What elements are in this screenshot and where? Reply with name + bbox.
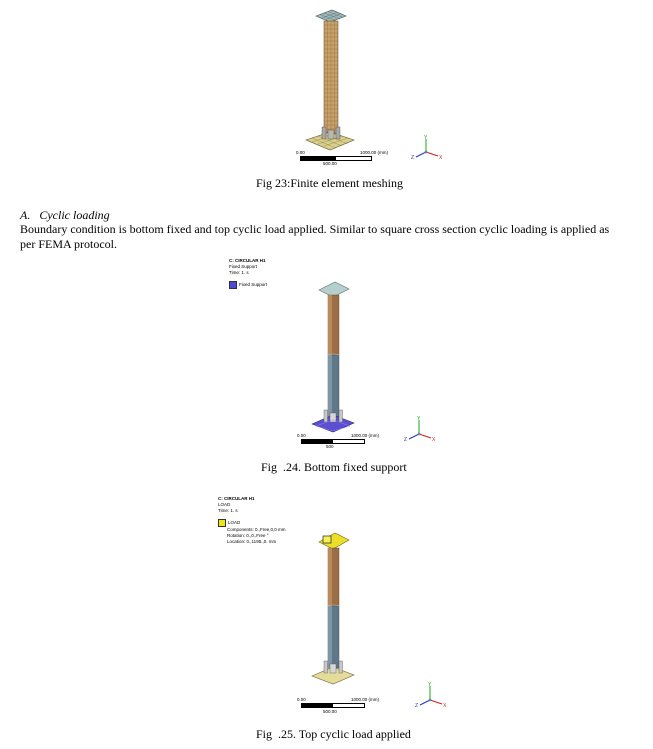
fig24-info xyxy=(229,258,267,289)
fig24-axis-y: Y xyxy=(417,416,421,422)
fig25-legend xyxy=(218,519,286,527)
fig24-info-time: Time: 1. s xyxy=(229,270,249,275)
fig24-info-type: Fixed Support xyxy=(229,264,258,269)
fig25-column-model xyxy=(308,528,358,688)
fig25-scale-bar xyxy=(301,703,365,708)
fig24-column-model xyxy=(308,276,358,436)
fig24-scale-start: 0.00 xyxy=(297,433,306,438)
fig25-detail-components: Components: 0.,Free,0,0 mm xyxy=(227,527,286,532)
fig23-scale-start: 0.00 xyxy=(296,150,305,155)
fig25-info xyxy=(218,496,286,545)
fig23-axis-z: Z xyxy=(411,155,415,161)
fig24-scale-end: 1000.00 (mm) xyxy=(351,433,380,438)
fig25-caption: Fig .25. Top cyclic load applied xyxy=(256,727,411,741)
fig24-caption: Fig .24. Bottom fixed support xyxy=(261,460,407,474)
fig25-axis-y: Y xyxy=(428,682,432,688)
fig25-axis-x: X xyxy=(443,703,447,709)
fig23-scale-mid: 500.00 xyxy=(323,161,337,166)
fig24-legend xyxy=(229,281,267,289)
fig23-axis-y: Y xyxy=(424,135,428,141)
section-body: Boundary condition is bottom fixed and top cyclic load applied. Similar to square cross section cyclic loading is applied as per FEMA protocol. xyxy=(20,222,610,251)
fig25-scale-start: 0.00 xyxy=(297,697,306,702)
fig24-legend-label: Fixed Support xyxy=(239,282,268,288)
fig25-axis-triad xyxy=(414,680,448,710)
fig23-mesh-model xyxy=(300,8,360,156)
fig25-legend-swatch xyxy=(218,519,226,527)
fig24-scale-mid: 500 xyxy=(326,444,334,449)
fig25-detail-location: Location: 0.,1195.,0. mm xyxy=(227,539,277,544)
fig23-axis-x: X xyxy=(439,155,443,161)
fig25-info-title: C: CIRCULAR H1 xyxy=(218,496,255,501)
fig24-legend-swatch xyxy=(229,281,237,289)
fig24-axis-triad xyxy=(403,414,437,444)
fig25-axis-z: Z xyxy=(415,703,419,709)
fig25-scale-mid: 500.00 xyxy=(323,709,337,714)
fig25-info-time: Time: 1. s xyxy=(218,508,238,513)
fig24-info-title: C: CIRCULAR H1 xyxy=(229,258,266,263)
fig25-detail-rotation: Rotation: 0.,0.,Free ° xyxy=(227,533,269,538)
fig25-info-type: LOAD xyxy=(218,502,231,507)
fig25-scale-end: 1000.00 (mm) xyxy=(351,697,380,702)
fig23-axis-triad xyxy=(410,134,444,162)
section-heading: A. Cyclic loading xyxy=(20,208,110,222)
fig23-scale-end: 1000.00 (mm) xyxy=(360,150,389,155)
fig24-axis-x: X xyxy=(432,437,436,443)
fig23-caption: Fig 23:Finite element meshing xyxy=(256,176,403,190)
fig24-axis-z: Z xyxy=(404,437,408,443)
fig25-legend-label: LOAD xyxy=(228,520,241,526)
